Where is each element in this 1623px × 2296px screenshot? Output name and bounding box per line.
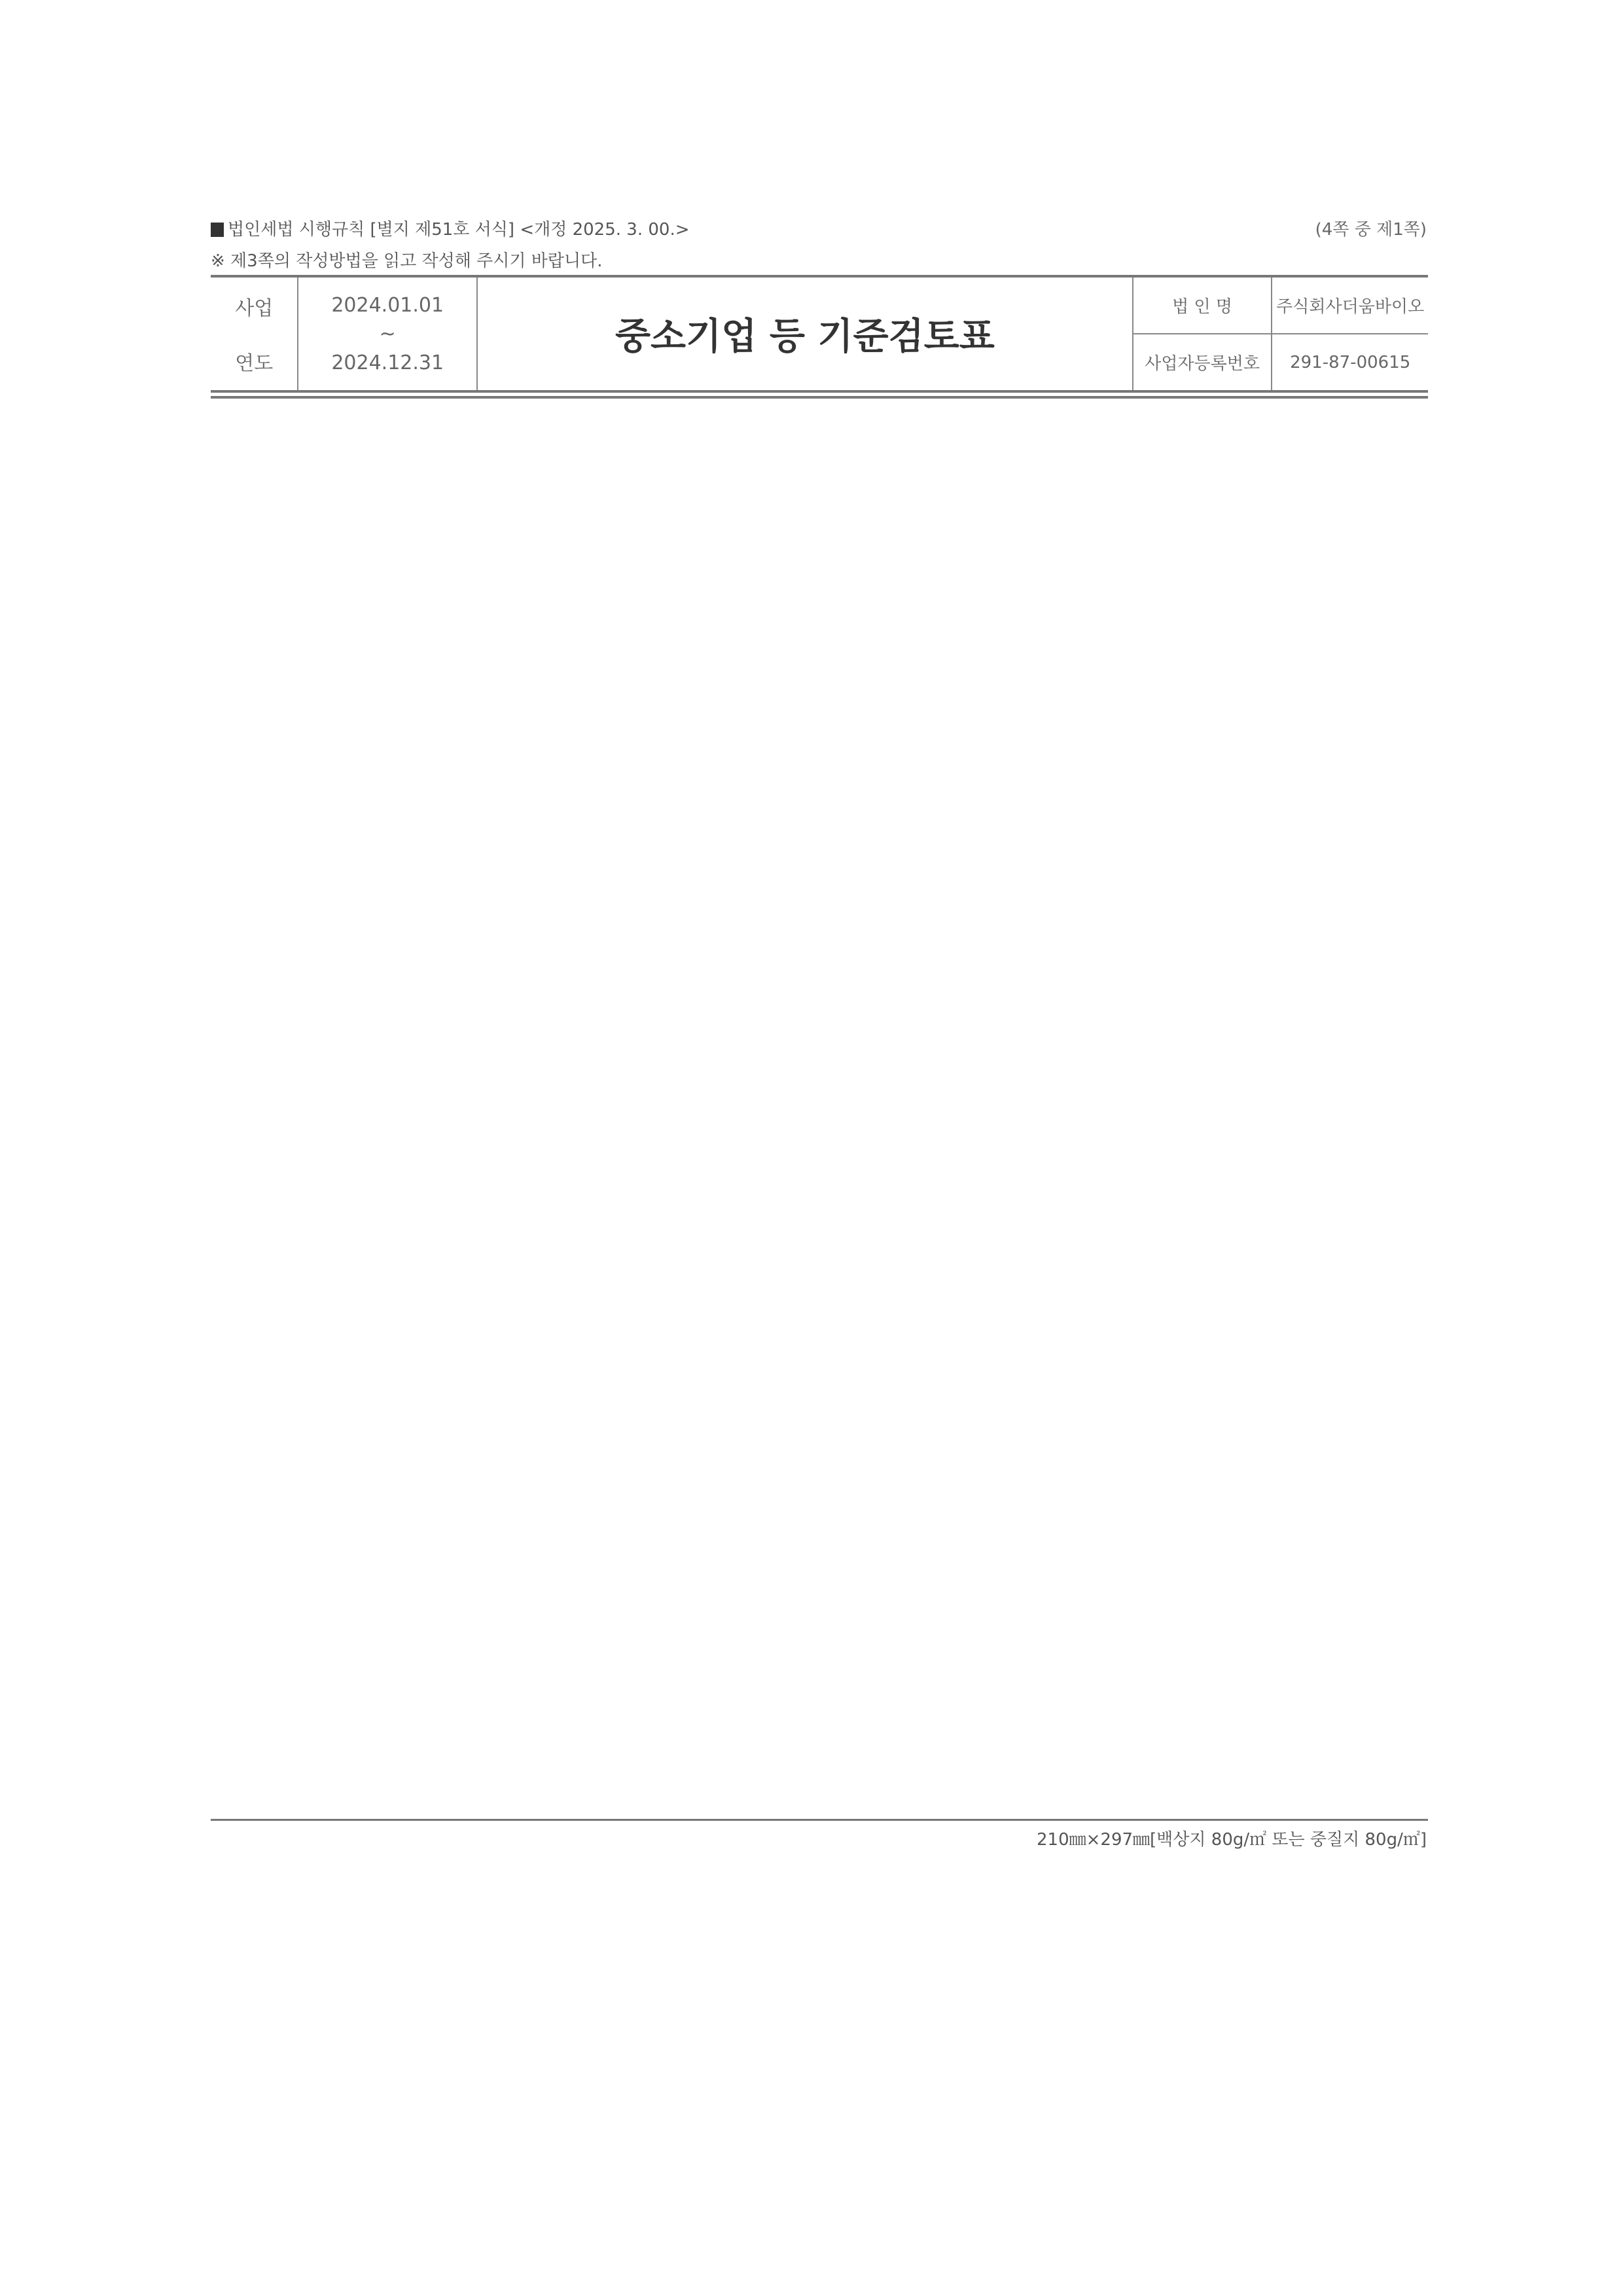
corp-name-label: 법 인 명 [1133,278,1272,334]
review-table [211,396,1428,1821]
business-year-label-2: 연도 [235,352,274,375]
period-start: 2024.01.01 [331,293,444,317]
square-bullet-icon [211,223,224,237]
corp-name-value: 주식회사더움바이오 [1272,278,1428,334]
form-reference-text: 법인세법 시행규칙 [별지 제51호 서식] <개정 2025. 3. 00.> [228,220,690,240]
form-header [211,275,1428,393]
header-values [1272,278,1428,390]
page-indicator: (4쪽 중 제1쪽) [1315,220,1427,240]
instruction-note: ※ 제3쪽의 작성방법을 읽고 작성해 주시기 바랍니다. [211,251,603,271]
business-year-label-1: 사업 [235,297,274,320]
review-table-body [211,399,1428,1819]
reg-no-label: 사업자등록번호 [1145,354,1260,374]
business-period [298,278,478,390]
business-year-label [211,278,298,390]
period-end: 2024.12.31 [331,351,444,374]
header-labels [1133,278,1273,390]
form-title: 중소기업 등 기준검토표 [478,278,1133,390]
reg-no-value: 291-87-00615 [1290,352,1411,372]
period-separator: ~ [379,322,396,346]
form-reference [211,216,690,240]
paper-spec: 210㎜×297㎜[백상지 80g/㎡ 또는 중질지 80g/㎡] [1036,1830,1427,1850]
